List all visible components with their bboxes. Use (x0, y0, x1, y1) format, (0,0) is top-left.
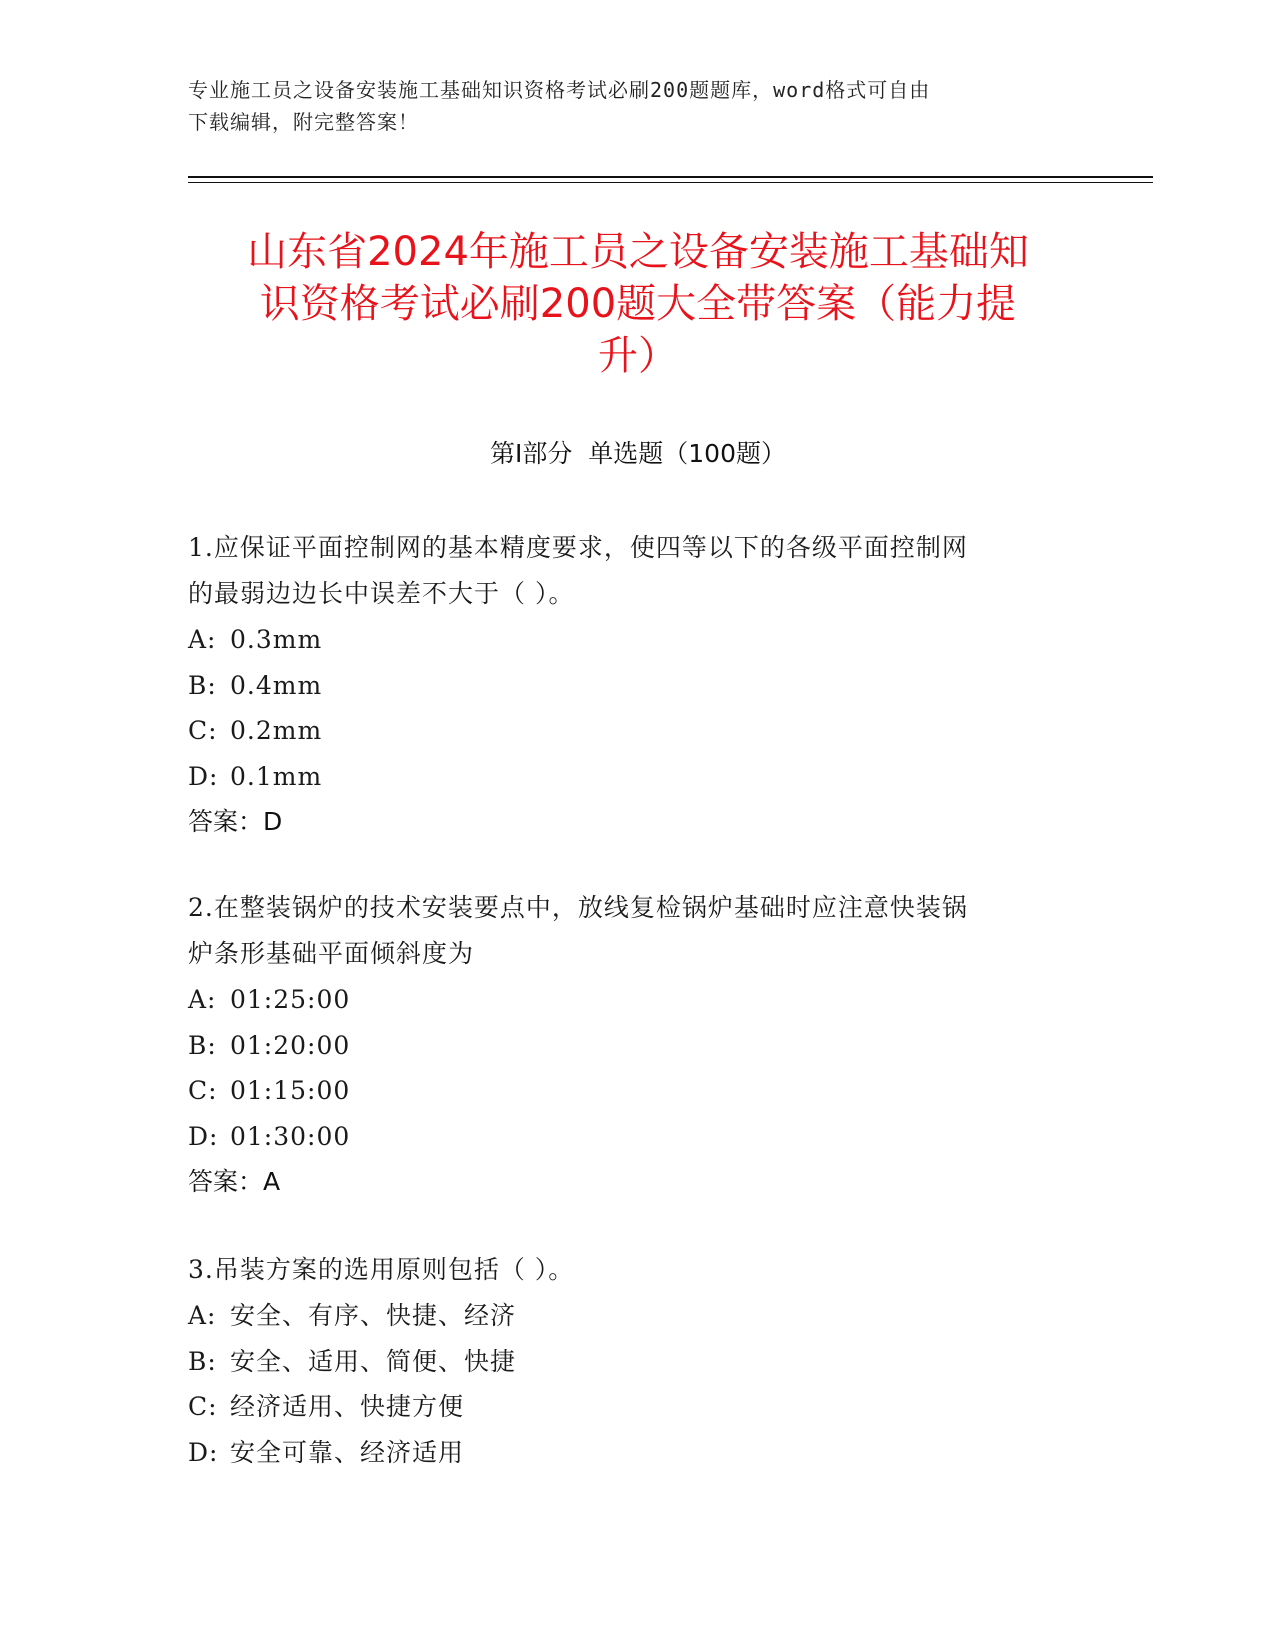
header-note-line1: 专业施工员之设备安装施工基础知识资格考试必刷200题题库，word格式可自由 (188, 78, 931, 102)
option-text: 01:30:00 (230, 1121, 351, 1151)
question-stem-line2: 的最弱边边长中误差不大于（ ）。 (188, 579, 575, 608)
document-title-line2: 识资格考试必刷200题大全带答案（能力提 (259, 281, 1017, 327)
option-text: 安全可靠、经济适用 (230, 1437, 465, 1467)
option-d (188, 754, 1068, 800)
question-stem-line2: 炉条形基础平面倾斜度为 (188, 939, 475, 968)
option-text: 安全、有序、快捷、经济 (230, 1301, 517, 1330)
question-stem (188, 885, 1068, 977)
question-stem (188, 525, 1068, 617)
question-stem-line1: 3.吊装方案的选用原则包括（ ）。 (188, 1255, 575, 1284)
document-title-line1: 山东省2024年施工员之设备安装施工基础知 (247, 229, 1029, 275)
option-label: B: (188, 1346, 217, 1376)
header-note-line2: 下载编辑，附完整答案！ (188, 110, 419, 134)
option-label: C: (188, 716, 218, 745)
option-text: 0.1mm (230, 761, 323, 791)
header-note (188, 74, 1088, 138)
question-stem-line1: 2.在整装锅炉的技术安装要点中，放线复检锅炉基础时应注意快装锅 (188, 893, 968, 922)
option-label: D: (188, 1437, 219, 1467)
option-text: 0.2mm (230, 716, 323, 745)
document-title-line3: 升） (598, 333, 678, 379)
option-text: 经济适用、快捷方便 (230, 1392, 465, 1421)
answer: 答案：D (188, 807, 283, 836)
question-2 (188, 885, 1068, 1205)
question-stem-line1: 1.应保证平面控制网的基本精度要求，使四等以下的各级平面控制网 (188, 533, 968, 562)
option-a (188, 617, 1068, 663)
option-label: D: (188, 761, 219, 791)
question-3 (188, 1247, 1068, 1475)
option-label: D: (188, 1121, 219, 1151)
header-divider-thin (188, 182, 1153, 183)
option-b (188, 663, 1068, 709)
option-text: 01:25:00 (230, 985, 351, 1014)
option-b (188, 1023, 1068, 1069)
option-c (188, 1384, 1068, 1430)
question-1 (188, 525, 1068, 845)
option-text: 01:20:00 (230, 1030, 351, 1060)
question-stem (188, 1247, 1068, 1293)
option-label: B: (188, 670, 217, 700)
option-label: C: (188, 1076, 218, 1105)
option-c (188, 708, 1068, 754)
option-a (188, 977, 1068, 1023)
section-heading: 第I部分 单选题（100题） (490, 439, 786, 468)
option-label: A: (188, 985, 217, 1014)
header-divider-thick (188, 176, 1153, 178)
option-text: 安全、适用、简便、快捷 (230, 1346, 517, 1376)
option-label: A: (188, 625, 217, 654)
option-text: 0.3mm (230, 625, 323, 654)
option-label: A: (188, 1301, 217, 1330)
option-text: 01:15:00 (230, 1076, 351, 1105)
option-d (188, 1114, 1068, 1160)
option-d (188, 1430, 1068, 1476)
answer: 答案：A (188, 1167, 281, 1196)
option-label: B: (188, 1030, 217, 1060)
option-a (188, 1293, 1068, 1339)
document-title (188, 226, 1088, 382)
option-text: 0.4mm (230, 670, 323, 700)
option-c (188, 1068, 1068, 1114)
option-label: C: (188, 1392, 218, 1421)
option-b (188, 1339, 1068, 1385)
